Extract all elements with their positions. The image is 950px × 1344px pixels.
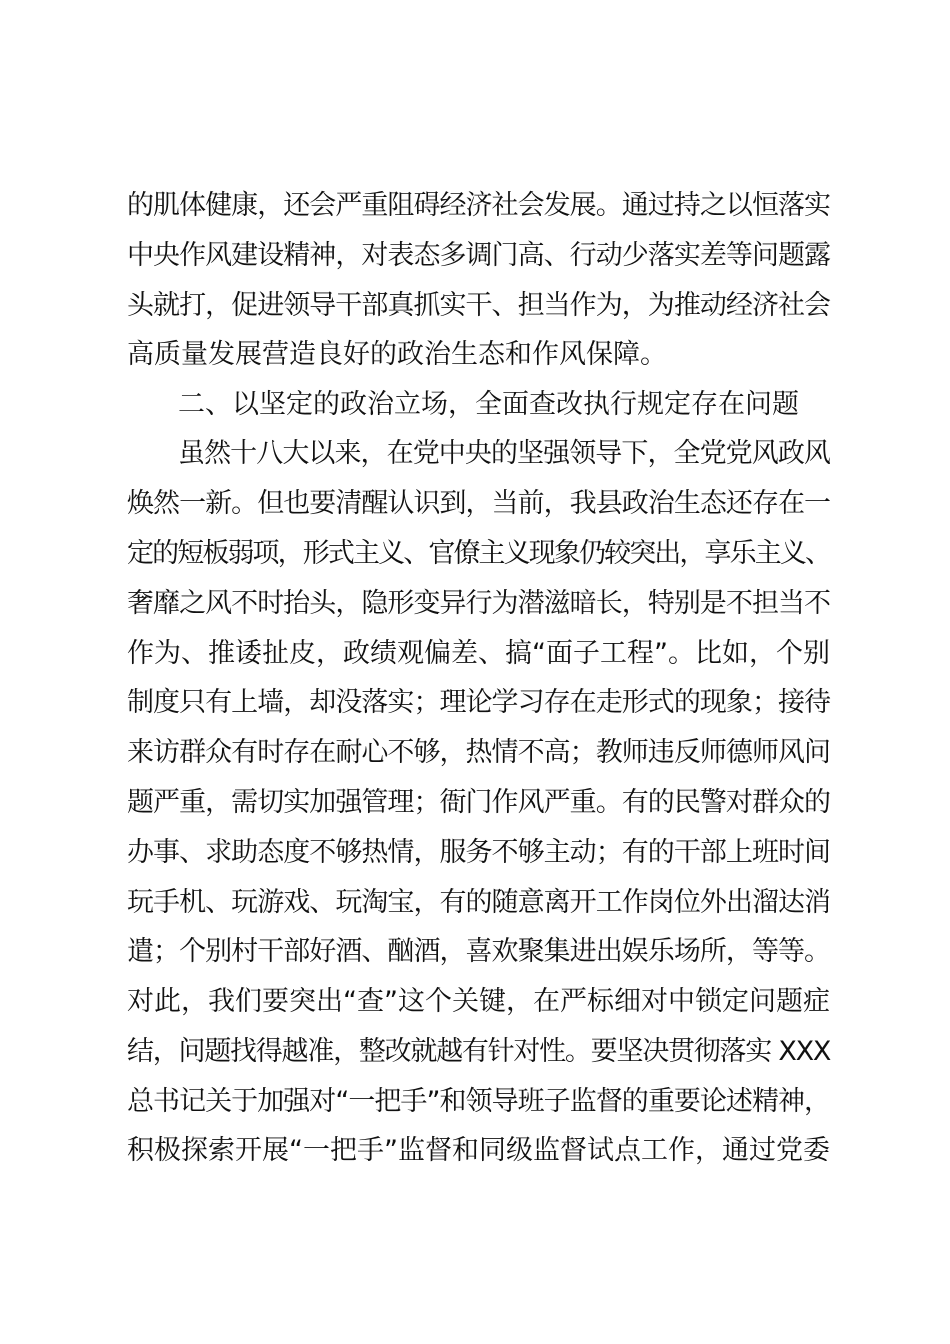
paragraph-line: 奢靡之风不时抬头，隐形变异行为潜滋暗长，特别是不担当不 <box>127 588 831 619</box>
paragraph-line: 中央作风建设精神，对表态多调门高、行动少落实差等问题露 <box>127 240 831 271</box>
paragraph-line: 总书记关于加强对“一把手”和领导班子监督的重要论述精神， <box>127 1086 831 1117</box>
paragraph-line: 对此，我们要突出“查”这个关键，在严标细对中锁定问题症 <box>127 986 830 1017</box>
section-heading: 二、以坚定的政治立场，全面查改执行规定存在问题 <box>178 389 799 420</box>
paragraph-line: 结，问题找得越准，整改就越有针对性。要坚决贯彻落实 XXX <box>127 1036 831 1067</box>
paragraph-line: 玩手机、玩游戏、玩淘宝，有的随意离开工作岗位外出溜达消 <box>127 887 831 918</box>
paragraph-line: 虽然十八大以来，在党中央的坚强领导下，全党党风政风 <box>178 438 830 469</box>
paragraph-line: 定的短板弱项，形式主义、官僚主义现象仍较突出，享乐主义、 <box>127 538 831 569</box>
paragraph-line: 题严重，需切实加强管理；衙门作风严重。有的民警对群众的 <box>127 787 831 818</box>
paragraph-line: 办事、求助态度不够热情，服务不够主动；有的干部上班时间 <box>127 837 831 868</box>
paragraph-line: 高质量发展营造良好的政治生态和作风保障。 <box>127 339 667 370</box>
paragraph-line: 的肌体健康，还会严重阻碍经济社会发展。通过持之以恒落实 <box>127 190 831 221</box>
paragraph-line: 遣；个别村干部好酒、酗酒，喜欢聚集进出娱乐场所，等等。 <box>127 936 831 967</box>
paragraph-line: 制度只有上墙，却没落实；理论学习存在走形式的现象；接待 <box>127 687 831 718</box>
paragraph-line: 作为、推诿扯皮，政绩观偏差、搞“面子工程”。比如，个别 <box>127 638 830 669</box>
paragraph-line: 焕然一新。但也要清醒认识到，当前，我县政治生态还存在一 <box>127 488 831 519</box>
paragraph-line: 积极探索开展“一把手”监督和同级监督试点工作，通过党委 <box>127 1135 830 1166</box>
paragraph-line: 头就打，促进领导干部真抓实干、担当作为，为推动经济社会 <box>127 290 831 321</box>
paragraph-line: 来访群众有时存在耐心不够，热情不高；教师违反师德师风问 <box>127 737 831 768</box>
